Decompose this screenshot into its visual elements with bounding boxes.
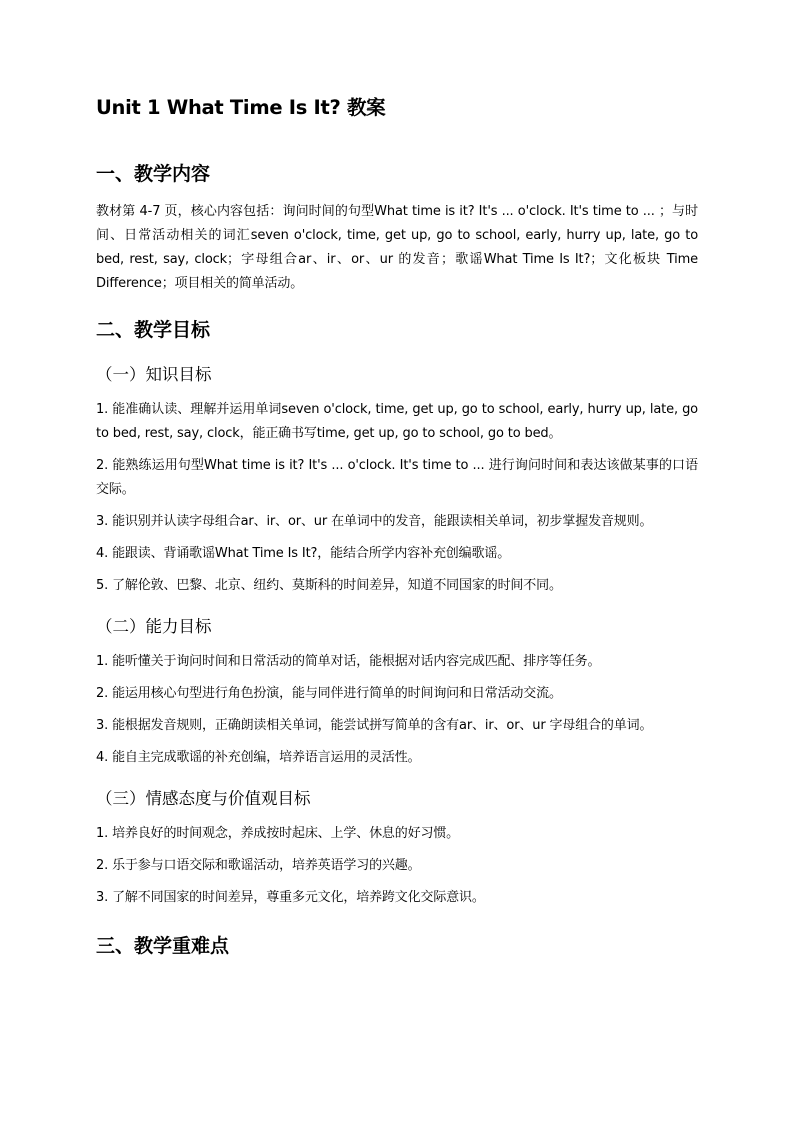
attitude-objective-item: 3. 了解不同国家的时间差异，尊重多元文化，培养跨文化交际意识。 (96, 890, 485, 905)
ability-objective-item: 4. 能自主完成歌谣的补充创编，培养语言运用的灵活性。 (96, 750, 421, 765)
section-heading-teaching-objectives: 二、教学目标 (96, 319, 211, 341)
document-page (96, 94, 698, 960)
subsection-heading-knowledge-objectives: （一）知识目标 (96, 365, 212, 384)
attitude-objective-item: 1. 培养良好的时间观念，养成按时起床、上学、休息的好习惯。 (96, 826, 460, 841)
knowledge-objective-item: 1. 能准确认读、理解并运用单词seven o'clock, time, get up, go to school, early, hurry up, late, go to bed, rest, say, clock，能正确书写time, get up, go to school, go to bed。 (96, 402, 698, 441)
knowledge-objective-item: 3. 能识别并认读字母组合ar、ir、or、ur 在单词中的发音，能跟读相关单词，初步掌握发音规则。 (96, 514, 653, 529)
knowledge-objective-item: 4. 能跟读、背诵歌谣What Time Is It?，能结合所学内容补充创编歌谣。 (96, 546, 511, 561)
document-title: Unit 1 What Time Is It? 教案 (96, 96, 386, 119)
ability-objective-item: 3. 能根据发音规则，正确朗读相关单词，能尝试拼写简单的含有ar、ir、or、ur 字母组合的单词。 (96, 718, 653, 733)
knowledge-objective-item: 5. 了解伦敦、巴黎、北京、纽约、莫斯科的时间差异，知道不同国家的时间不同。 (96, 578, 562, 593)
section-heading-key-difficult-points: 三、教学重难点 (96, 935, 230, 957)
subsection-heading-attitude-values-objectives: （三）情感态度与价值观目标 (96, 789, 311, 808)
subsection-heading-ability-objectives: （二）能力目标 (96, 617, 212, 636)
ability-objective-item: 2. 能运用核心句型进行角色扮演，能与同伴进行简单的时间询问和日常活动交流。 (96, 686, 562, 701)
teaching-content-paragraph: 教材第 4-7 页，核心内容包括：询问时间的句型What time is it? It's ... o'clock. It's time to ... ；与时间、日常活动相关的词汇seven o'clock, time, get up, go to school, early, hurry up, late, go to bed, rest, say, clock；字母组合ar、ir、or、ur 的发音；歌谣What Time Is It?；文化板块 Time Difference；项目相关的简单活动。 (96, 204, 698, 291)
ability-objective-item: 1. 能听懂关于询问时间和日常活动的简单对话，能根据对话内容完成匹配、排序等任务。 (96, 654, 601, 669)
attitude-objective-item: 2. 乐于参与口语交际和歌谣活动，培养英语学习的兴趣。 (96, 858, 421, 873)
knowledge-objective-item: 2. 能熟练运用句型What time is it? It's ... o'clock. It's time to ... 进行询问时间和表达该做某事的口语交际。 (96, 458, 698, 497)
section-heading-teaching-content: 一、教学内容 (96, 163, 211, 185)
